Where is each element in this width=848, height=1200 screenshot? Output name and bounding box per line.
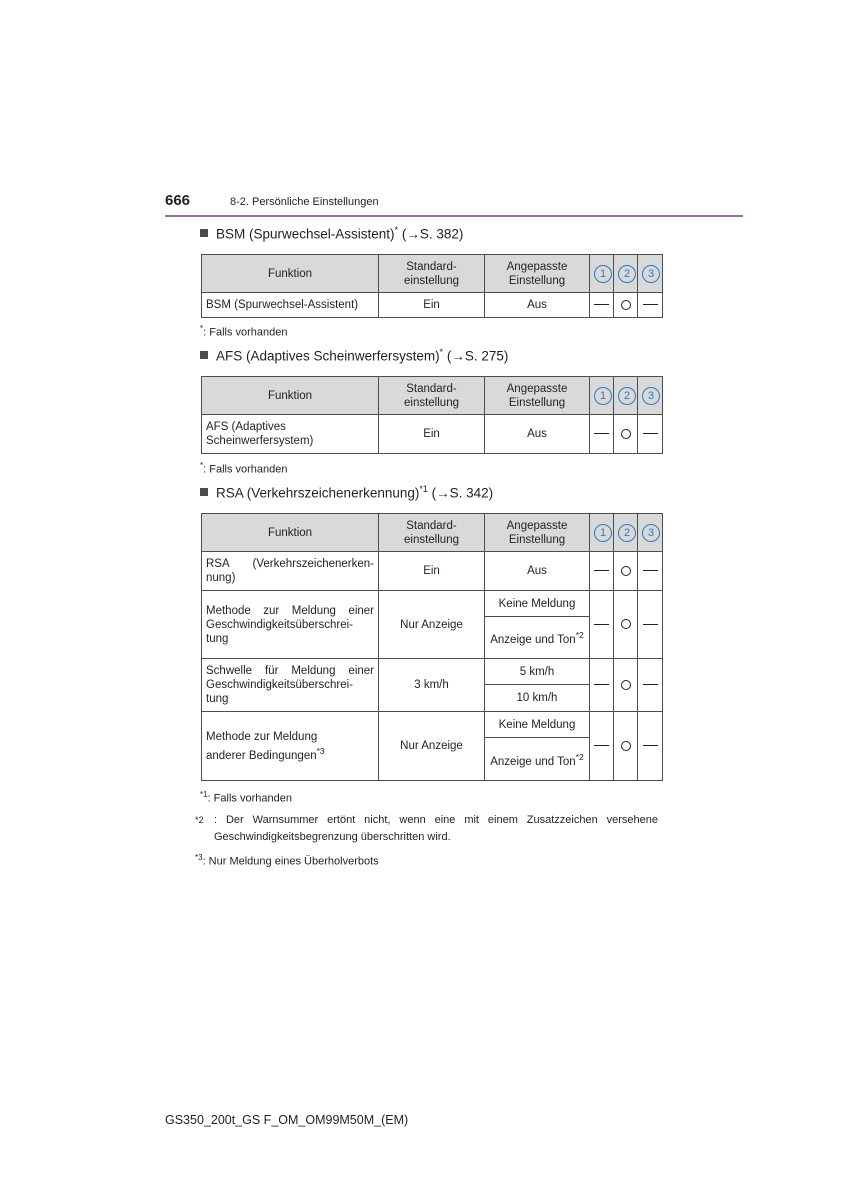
dash-icon: [594, 433, 609, 434]
function-cell: AFS (Adaptives Scheinwerfersystem): [202, 415, 379, 454]
circled-one-icon: 1: [594, 265, 612, 283]
section-heading-afs: AFS (Adaptives Scheinwerfersystem)* (→S. 275): [200, 347, 508, 364]
method-2-cell: [614, 659, 638, 712]
circle-icon: [621, 300, 631, 310]
custom-cell: Aus: [485, 293, 590, 318]
footnote-2: *2 : Der Warnsummer ertönt nicht, wenn eine mit einem Zusatzzeichen versehene Geschwindigkeitsbegrenzung überschritten wird.: [195, 814, 658, 843]
circled-three-icon: 3: [642, 387, 660, 405]
method-3-cell: [638, 552, 663, 591]
table-row: [202, 659, 663, 685]
column-header-2: [614, 514, 638, 552]
table-header-row: [202, 377, 663, 415]
circled-two-icon: 2: [618, 265, 636, 283]
section-heading-rsa: RSA (Verkehrszeichenerkennung)$^{*1}$ (→S. 342): [200, 484, 493, 501]
column-header-1: [590, 514, 614, 552]
circle-icon: [621, 429, 631, 439]
dash-icon: [594, 304, 609, 305]
function-cell: RSA (Verkehrszeichenerken-nung): [202, 552, 379, 591]
circle-icon: [621, 680, 631, 690]
column-header-standard: Standard- einstellung: [379, 514, 485, 552]
custom-cell: Aus: [485, 552, 590, 591]
footnote-falls-vorhanden: *: Falls vorhanden: [200, 324, 288, 339]
document-code-footer: GS350_200t_GS F_OM_OM99M50M_(EM): [165, 1113, 409, 1127]
standard-cell: Ein: [379, 552, 485, 591]
function-cell: Schwelle für Meldung einer Geschwindigkeitsüberschrei-tung: [202, 659, 379, 712]
method-1-cell: [590, 552, 614, 591]
column-header-3: [638, 377, 663, 415]
footnote-1: $^{*1}$: Falls vorhanden: [200, 790, 292, 805]
column-header-standard: Standard- einstellung: [379, 255, 485, 293]
custom-cell: Aus: [485, 415, 590, 454]
footnote-falls-vorhanden: *: Falls vorhanden: [200, 461, 288, 476]
square-bullet-icon: [200, 229, 208, 237]
method-3-cell: [638, 659, 663, 712]
circle-icon: [621, 619, 631, 629]
column-header-1: [590, 255, 614, 293]
footnote-3: $^{*3}$: Nur Meldung eines Überholverbots: [195, 853, 379, 868]
column-header-function: Funktion: [202, 255, 379, 293]
custom-cell: Anzeige und Ton$^{*2}$: [485, 738, 590, 781]
dash-icon: [594, 684, 609, 685]
method-2-cell: [614, 552, 638, 591]
column-header-function: Funktion: [202, 377, 379, 415]
function-cell: Methode zur Meldung einer Geschwindigkeitsüberschrei-tung: [202, 591, 379, 659]
chapter-title: 8-2. Persönliche Einstellungen: [230, 196, 379, 208]
method-1-cell: [590, 712, 614, 781]
standard-cell: Nur Anzeige: [379, 712, 485, 781]
column-header-3: [638, 514, 663, 552]
function-cell: BSM (Spurwechsel-Assistent): [202, 293, 379, 318]
method-1-cell: [590, 293, 614, 318]
custom-cell: 5 km/h: [485, 659, 590, 685]
table-header-row: [202, 514, 663, 552]
dash-icon: [643, 745, 658, 746]
method-2-cell: [614, 591, 638, 659]
method-1-cell: [590, 591, 614, 659]
custom-cell: Keine Meldung: [485, 712, 590, 738]
custom-cell: Anzeige und Ton$^{*2}$: [485, 617, 590, 659]
column-header-2: [614, 255, 638, 293]
column-header-custom: Angepasste Einstellung: [485, 514, 590, 552]
circled-one-icon: 1: [594, 387, 612, 405]
dash-icon: [643, 624, 658, 625]
custom-cell: 10 km/h: [485, 685, 590, 712]
method-1-cell: [590, 659, 614, 712]
method-3-cell: [638, 591, 663, 659]
header-divider: [165, 215, 743, 217]
column-header-2: [614, 377, 638, 415]
table-row: [202, 712, 663, 738]
method-1-cell: [590, 415, 614, 454]
custom-cell: Keine Meldung: [485, 591, 590, 617]
square-bullet-icon: [200, 351, 208, 359]
method-3-cell: [638, 415, 663, 454]
column-header-1: [590, 377, 614, 415]
table-row: [202, 552, 663, 591]
circled-one-icon: 1: [594, 524, 612, 542]
table-row: [202, 293, 663, 318]
circled-three-icon: 3: [642, 524, 660, 542]
square-bullet-icon: [200, 488, 208, 496]
table-header-row: [202, 255, 663, 293]
method-2-cell: [614, 293, 638, 318]
circled-three-icon: 3: [642, 265, 660, 283]
dash-icon: [643, 304, 658, 305]
section-heading-bsm: BSM (Spurwechsel-Assistent)* (→S. 382): [200, 225, 463, 242]
standard-cell: Ein: [379, 293, 485, 318]
page-number: 666: [165, 192, 191, 209]
dash-icon: [643, 570, 658, 571]
column-header-custom: Angepasste Einstellung: [485, 255, 590, 293]
circle-icon: [621, 566, 631, 576]
standard-cell: Ein: [379, 415, 485, 454]
afs-settings-table: [201, 376, 663, 454]
dash-icon: [594, 570, 609, 571]
dash-icon: [643, 684, 658, 685]
standard-cell: 3 km/h: [379, 659, 485, 712]
table-row: [202, 591, 663, 617]
dash-icon: [594, 624, 609, 625]
dash-icon: [594, 745, 609, 746]
rsa-settings-table: [201, 513, 663, 781]
method-3-cell: [638, 712, 663, 781]
standard-cell: Nur Anzeige: [379, 591, 485, 659]
circle-icon: [621, 741, 631, 751]
circled-two-icon: 2: [618, 524, 636, 542]
table-row: [202, 415, 663, 454]
circled-two-icon: 2: [618, 387, 636, 405]
column-header-function: Funktion: [202, 514, 379, 552]
bsm-settings-table: [201, 254, 663, 318]
method-2-cell: [614, 415, 638, 454]
dash-icon: [643, 433, 658, 434]
column-header-custom: Angepasste Einstellung: [485, 377, 590, 415]
column-header-standard: Standard- einstellung: [379, 377, 485, 415]
function-cell: Methode zur Meldung anderer Bedingungen$^{*3}$: [202, 712, 379, 781]
method-3-cell: [638, 293, 663, 318]
column-header-3: [638, 255, 663, 293]
method-2-cell: [614, 712, 638, 781]
